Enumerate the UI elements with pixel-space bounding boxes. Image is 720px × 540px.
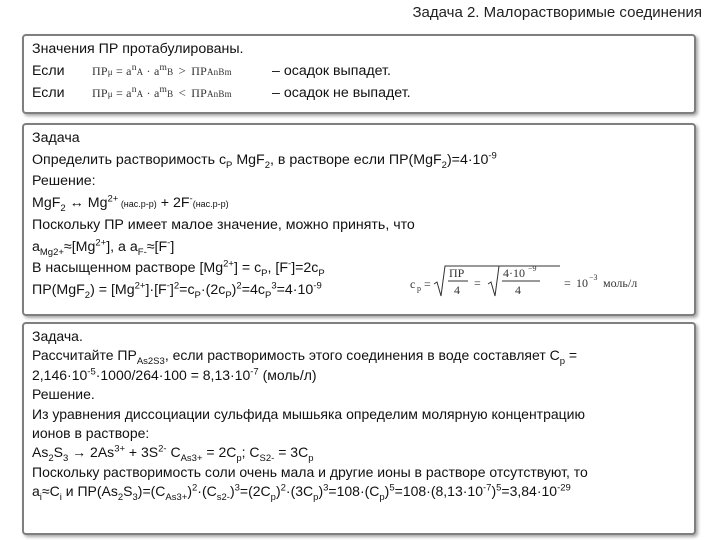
cube-root-formula bbox=[410, 258, 690, 304]
dissociation-equation: MgF$_2$ ↔ $Mg^{2+}$ (нас.р-р) + 2F-(нас.р-р) bbox=[32, 192, 229, 214]
problem-1-task: Определить растворимость $с_Р$ MgF$_2$, в растворе если $ПР(MgF_2)=4\cdot 10^{-9}$ bbox=[32, 149, 497, 171]
svg-text:=: = bbox=[564, 276, 571, 290]
problem-2-title: Задача. bbox=[32, 328, 83, 344]
problem-2-solution-label: Решение. bbox=[32, 386, 95, 403]
result-precipitate: – осадок выпадет. bbox=[272, 62, 391, 79]
if-label: Если bbox=[32, 62, 65, 79]
assumption-text: Поскольку ПР имеет малое значение, можно принять, что bbox=[32, 217, 415, 233]
problem-2-task-line2: $2,146\cdot 10^{-5}\cdot 1000/264\cdot 100 = 8,13\cdot 10^{-7}$ (моль/л) bbox=[32, 366, 317, 383]
svg-text:−3: −3 bbox=[589, 273, 598, 282]
svg-text:=: = bbox=[424, 277, 431, 291]
condition-precipitate bbox=[32, 61, 686, 83]
saturated-solution-text: В насыщенном растворе $[Mg^{2+}] = с_Р$, $[F^-]=2с_Р$ bbox=[32, 258, 325, 279]
problem-2-text3: Поскольку растворимость соли очень мала и другие ионы в растворе отсутствуют, то bbox=[32, 463, 588, 480]
condition-no-precipitate bbox=[32, 83, 686, 105]
condition-formula-greater: $ПР\mu = a^nA \cdot a^mB$ > ПРAnBm bbox=[92, 62, 232, 78]
problem-1-title: Задача bbox=[32, 130, 80, 146]
svg-text:c: c bbox=[410, 277, 416, 291]
svg-text:10: 10 bbox=[576, 276, 588, 290]
cp-formula bbox=[410, 258, 690, 300]
problem-1-solution-label: Решение: bbox=[32, 173, 96, 189]
svg-text:4: 4 bbox=[454, 283, 460, 297]
svg-text:4·10: 4·10 bbox=[503, 266, 525, 280]
svg-text:=: = bbox=[474, 276, 481, 290]
svg-text:4: 4 bbox=[515, 283, 521, 297]
arsenic-dissociation-equation: $As_2S_3 \to 2As^{3+} + 3S^{2-}$ $C_{As3+} = 2C_p$; $C_{S2-} = 3C_p$ bbox=[32, 443, 314, 465]
table-info-box bbox=[22, 34, 696, 114]
activity-approximation: $a_{Mg2+}\approx[Mg^{2+}]$, а $a_{F-}\approx[F^-]$ bbox=[32, 236, 175, 258]
problem-2-final-equation: $a_i\approx C_i$ и $ПР(As_2S_3)=(C_{As3+})^2\cdot(C_{s2-})^3=(2C_p)^2\cdot(3C_p)^3=108\cdot(C_p)^5=108\cdot(8,13\cdot 10^{-7})^5=3,84\cdot 10^{-29}$ bbox=[32, 482, 571, 504]
problem-2-text1: Из уравнения диссоциации сульфида мышьяка определим молярную концентрацию bbox=[32, 405, 585, 422]
solubility-product-equation: $ПР(MgF_2) = [Mg^{2+}]\cdot[F^-]^2=c_P\cdot(2c_P)^2=4c_P^3=4\cdot 10^{-9}$ bbox=[32, 279, 322, 301]
problem-2-box bbox=[22, 322, 696, 535]
result-no-precipitate: – осадок не выпадет. bbox=[272, 84, 411, 101]
problem-2-task-line1: Рассчитайте $ПР_{As2S3}$, если растворимость этого соединения в воде составляет $С_р$ = bbox=[32, 347, 578, 368]
svg-text:−9: −9 bbox=[528, 264, 537, 273]
if-label: Если bbox=[32, 84, 65, 101]
svg-text:ПР: ПР bbox=[449, 266, 465, 280]
slide-title: Задача 2. Малорастворимые соединения bbox=[412, 4, 702, 21]
table-info-text: Значения ПР протабулированы. bbox=[32, 41, 244, 57]
svg-text:p: p bbox=[417, 284, 421, 293]
svg-text:моль/л: моль/л bbox=[603, 276, 638, 290]
condition-formula-less: $ПР\mu = a^nA \cdot a^mB$ < ПРAnBm bbox=[92, 84, 232, 100]
problem-2-text2: ионов в растворе: bbox=[32, 425, 150, 442]
